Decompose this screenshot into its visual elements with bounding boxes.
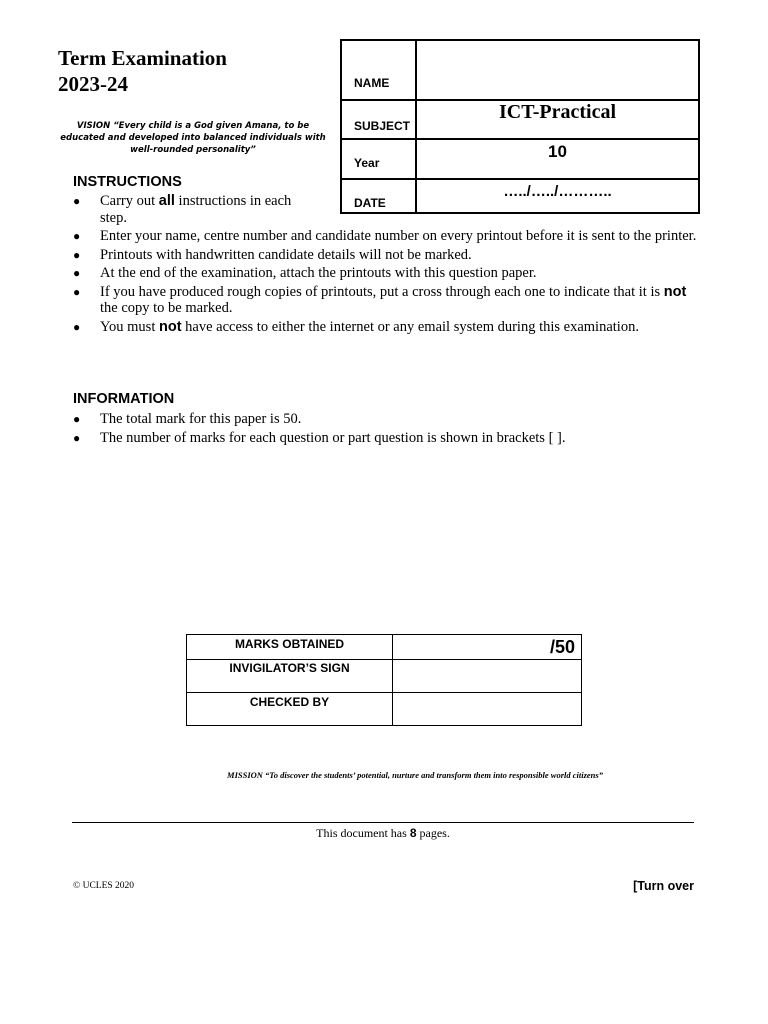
subject-label: SUBJECT: [354, 119, 411, 133]
copyright-notice: © UCLES 2020: [73, 881, 135, 891]
list-item: ● Enter your name, centre number and candidate number on every printout before it is sent to the printer.: [73, 228, 697, 244]
details-divider: [342, 178, 698, 180]
exam-year: 2023-24: [58, 72, 128, 96]
bullet-icon: ●: [73, 319, 81, 334]
turn-over-note: [Turn over: [633, 879, 694, 893]
marks-table: [186, 634, 582, 726]
name-field[interactable]: [417, 51, 698, 91]
list-item: ● If you have produced rough copies of printouts, put a cross through each one to indicate that it is not the copy to be marked.: [73, 283, 687, 316]
candidate-details-table: [340, 39, 700, 214]
instructions-list: [73, 193, 703, 337]
list-item: ● At the end of the examination, attach the printouts with this question paper.: [73, 265, 537, 281]
mission-statement: MISSION “To discover the students’ potential, nurture and transform them into responsible world citizens”: [227, 770, 603, 780]
footer-divider: [72, 822, 694, 823]
list-item: ● Printouts with handwritten candidate details will not be marked.: [73, 246, 472, 263]
bullet-icon: ●: [73, 247, 81, 262]
details-divider: [342, 138, 698, 140]
list-item: ● You must not have access to either the internet or any email system during this examination.: [73, 318, 639, 335]
bullet-icon: ●: [73, 430, 81, 445]
date-field[interactable]: …../…../………..: [503, 183, 612, 200]
marks-obtained-value[interactable]: /50: [549, 637, 575, 657]
subject-value: ICT-Practical: [498, 101, 616, 123]
information-list: [73, 411, 703, 448]
checked-by-field[interactable]: [393, 693, 581, 725]
list-item: ● The total mark for this paper is 50.: [73, 411, 302, 427]
list-item: ● The number of marks for each question or part question is shown in brackets [ ].: [73, 429, 566, 446]
instructions-heading: INSTRUCTIONS: [73, 174, 182, 190]
year-value: 10: [548, 142, 567, 161]
exam-title: Term Examination: [58, 46, 227, 70]
bullet-icon: ●: [73, 284, 81, 299]
year-label: Year: [354, 156, 380, 170]
page-count-note: This document has 8 pages.: [316, 826, 450, 840]
marks-obtained-label: MARKS OBTAINED: [234, 637, 345, 651]
date-label: DATE: [354, 196, 386, 210]
list-item: ● Carry out all instructions in each step.: [73, 193, 292, 226]
bullet-icon: ●: [73, 266, 81, 280]
invigilator-sign-label: INVIGILATOR’S SIGN: [229, 661, 350, 675]
bullet-icon: ●: [73, 194, 81, 208]
invigilator-sign-field[interactable]: [393, 660, 581, 692]
checked-by-label: CHECKED BY: [249, 695, 330, 709]
bullet-icon: ●: [73, 229, 81, 243]
name-label: NAME: [354, 76, 390, 90]
bullet-icon: ●: [73, 412, 81, 426]
vision-statement: VISION “Every child is a God given Amana, to be educated and developed into balanced individuals with well-rounded personality”: [60, 121, 326, 155]
information-heading: INFORMATION: [73, 391, 175, 407]
